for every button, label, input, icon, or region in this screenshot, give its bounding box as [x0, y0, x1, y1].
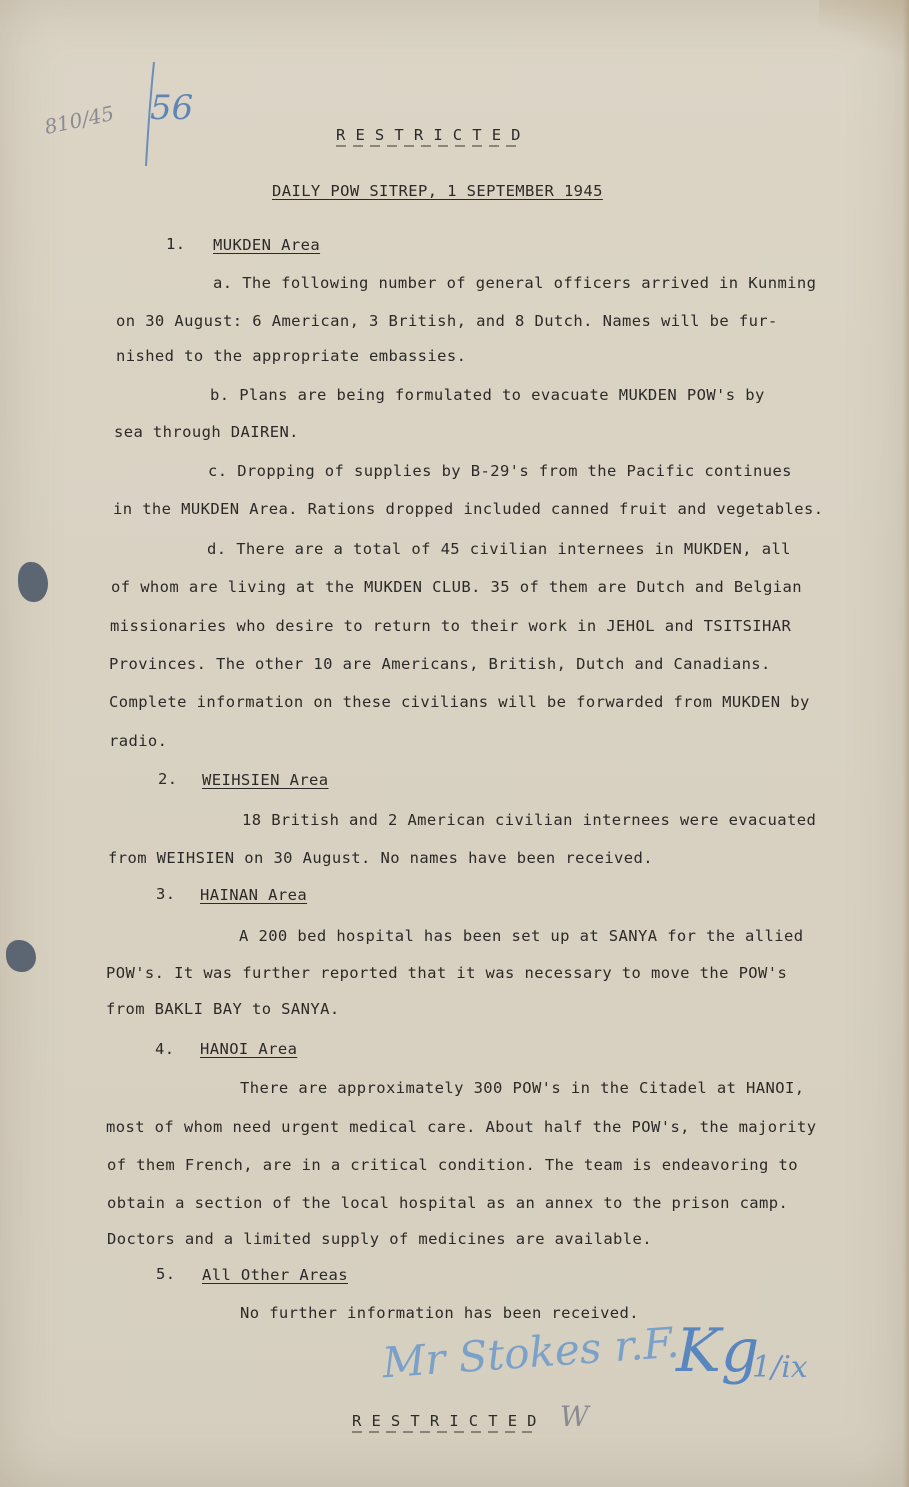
body-line: in the MUKDEN Area. Rations dropped included canned fruit and vegetables. [113, 500, 824, 518]
section-number: 3. [156, 885, 176, 903]
body-line: nished to the appropriate embassies. [116, 347, 467, 365]
body-line: sea through DAIREN. [114, 423, 299, 441]
section-heading: HANOI Area [200, 1040, 298, 1058]
reference-number: 56 [150, 88, 194, 128]
paper-fold [819, 0, 909, 60]
body-line: d. There are a total of 45 civilian internees in MUKDEN, all [207, 540, 791, 558]
body-line: of whom are living at the MUKDEN CLUB. 35 of them are Dutch and Belgian [111, 578, 802, 596]
body-line: No further information has been received. [240, 1304, 640, 1322]
body-line: A 200 bed hospital has been set up at SANYA for the allied [239, 927, 804, 945]
punch-hole-top [18, 562, 48, 602]
body-line: of them French, are in a critical condition. The team is endeavoring to [107, 1156, 798, 1174]
reference-stroke [140, 60, 160, 170]
section-heading: MUKDEN Area [213, 236, 321, 254]
pencil-mark: W [560, 1400, 589, 1433]
document-title: DAILY POW SITREP, 1 SEPTEMBER 1945 [272, 182, 603, 200]
classification-bottom: R E S T R I C T E D [352, 1412, 537, 1430]
classification-top: R E S T R I C T E D [336, 126, 521, 144]
body-line: Doctors and a limited supply of medicines are available. [107, 1230, 652, 1248]
body-line: 18 British and 2 American civilian internees were evacuated [242, 811, 817, 829]
body-line: from BAKLI BAY to SANYA. [106, 1000, 340, 1018]
body-line: missionaries who desire to return to their work in JEHOL and TSITSIHAR [110, 617, 792, 635]
classification-top-underline [336, 144, 526, 148]
paper-edge [903, 0, 909, 1487]
section-heading: All Other Areas [202, 1266, 348, 1284]
handwritten-date: 1/ix [752, 1350, 808, 1385]
classification-bottom-underline [352, 1430, 542, 1434]
body-line: most of whom need urgent medical care. About half the POW's, the majority [106, 1118, 817, 1136]
section-number: 1. [166, 235, 186, 253]
reference-note: 810/45 [42, 100, 117, 140]
body-line: b. Plans are being formulated to evacuate MUKDEN POW's by [210, 386, 765, 404]
body-line: POW's. It was further reported that it was necessary to move the POW's [106, 964, 788, 982]
body-line: a. The following number of general officers arrived in Kunming [213, 274, 817, 292]
handwritten-signature: Mr Stokes r.F. [380, 1317, 681, 1388]
body-line: obtain a section of the local hospital as an annex to the prison camp. [107, 1194, 789, 1212]
punch-hole-bottom [6, 940, 36, 972]
section-number: 4. [155, 1040, 175, 1058]
body-line: from WEIHSIEN on 30 August. No names have been received. [108, 849, 653, 867]
section-heading: WEIHSIEN Area [202, 771, 329, 789]
handwritten-initials: Kg [676, 1316, 760, 1386]
body-line: on 30 August: 6 American, 3 British, and 8 Dutch. Names will be fur- [116, 312, 778, 330]
section-number: 5. [156, 1265, 176, 1283]
section-heading: HAINAN Area [200, 886, 308, 904]
body-line: There are approximately 300 POW's in the Citadel at HANOI, [240, 1079, 805, 1097]
body-line: Provinces. The other 10 are Americans, British, Dutch and Canadians. [109, 655, 771, 673]
section-number: 2. [158, 770, 178, 788]
body-line: Complete information on these civilians will be forwarded from MUKDEN by [109, 693, 810, 711]
body-line: radio. [109, 732, 168, 750]
body-line: c. Dropping of supplies by B-29's from the Pacific continues [208, 462, 792, 480]
